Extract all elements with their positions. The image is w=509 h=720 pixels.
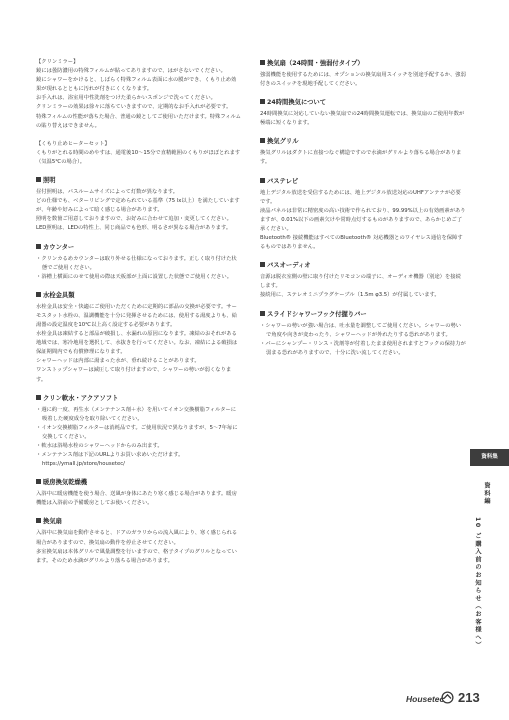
section-heading: カウンター bbox=[36, 242, 241, 253]
section-text: シャワーヘッドは内部に湯まった水が、垂れ続けることがあります。 bbox=[36, 358, 200, 365]
section-heading: クリン軟水・アクアソフト bbox=[36, 393, 241, 404]
section-bath-audio bbox=[260, 260, 466, 300]
square-bullet-icon bbox=[36, 395, 41, 400]
section-heading: 暖房換気乾燥機 bbox=[36, 477, 241, 488]
section-heater-dryer bbox=[36, 477, 241, 508]
right-column bbox=[260, 58, 466, 358]
section-text: ワンストップシャワーは減圧して取り付けますので、シャワーの勢いが弱くなります。 bbox=[36, 367, 232, 383]
section-heading: 換気扇 bbox=[36, 516, 241, 527]
cleaner-mirror-text: 鏡にシャワーをかけると、しばらく特殊フィルム表面に水の膜ができ、くもり止め効果が現れるとともに汚れが付きにくくなります。 bbox=[36, 77, 237, 93]
section-bath-tv bbox=[260, 176, 466, 253]
bullet-item: ・クリンカるめカウンターは取り外せる仕様になっております。正しく取り付けた状態でご使用ください。 bbox=[36, 255, 237, 271]
bullet-item: ・シャワーの勢いが強い場合は、吐水量を調整してご使用ください。シャワーの勢いで角度や向きが変わったり、シャワーヘッドが外れたりする恐れがあります。 bbox=[260, 322, 462, 338]
section-heading: 照明 bbox=[36, 175, 241, 186]
section-counter bbox=[36, 242, 241, 282]
cleaner-mirror-text: クリンミラーの効果は徐々に落ちていきますので、定期的なお手入れが必要です。 bbox=[36, 104, 232, 111]
square-bullet-icon bbox=[36, 518, 41, 523]
section-text: 24時間換気に対応していない換気扇での24時間換気運転では、換気扇のご使用年数が極端に短くなります。 bbox=[260, 111, 465, 127]
section-heading: 換気扇（24時間・強弱付タイプ） bbox=[260, 58, 466, 69]
cleaner-mirror-text: お手入れは、浴室用中性洗剤をつけた柔らかいスポンジで洗ってください。 bbox=[36, 95, 216, 102]
section-heading: バスオーディオ bbox=[260, 260, 466, 271]
section-heading: 水栓金具類 bbox=[36, 290, 241, 301]
square-bullet-icon bbox=[260, 311, 265, 316]
side-vertical-chapter: 10 ご購入前のお知らせ（お客様へ） bbox=[474, 517, 481, 650]
section-text: 照明を数箇ご用意しておりますので、お好みに合わせて追加・変更してください。 bbox=[36, 216, 232, 223]
section-text: Bluetooth® 接続機能はすべてのBluetooth® 対応機器とのワイヤレス通信を保障するものではありません。 bbox=[260, 235, 463, 251]
section-text: 入浴中に暖房機能を使う場合、送風が身体にあたり寒く感じる場合があります。暖房機能は入浴前の予備暖房としてお使いください。 bbox=[36, 491, 237, 507]
section-text: 昼付照明は、バスルームサイズによって灯数が異なります。 bbox=[36, 189, 179, 196]
side-tab-label: 資料集 bbox=[470, 449, 509, 466]
section-ventilation-fan bbox=[36, 516, 241, 565]
square-bullet-icon bbox=[36, 244, 41, 249]
brand-mark-icon bbox=[441, 691, 454, 704]
bullet-item: ・週に約一度、再生水（メンテナンス剤＋水）を用いてイオン交換樹脂フィルターに吸着した硬度成分を取り除いてください。 bbox=[36, 406, 237, 422]
bullet-item: ・イオン交換樹脂フィルターは消耗品です。ご使用状況で異なりますが、5～7年毎に交換してください。 bbox=[36, 424, 238, 440]
bullet-item: ・浴槽上横面にのせて使用の際は天板部が上面に設置した状態でご使用ください。 bbox=[36, 273, 233, 280]
square-bullet-icon bbox=[260, 60, 265, 65]
square-bullet-icon bbox=[260, 138, 265, 143]
section-heading: バステレビ bbox=[260, 176, 466, 187]
section-text: 音源は脱衣室側の壁に取り付けたリモコンの端子に、オーディオ機器（別途）を接続します。 bbox=[260, 274, 461, 290]
section-text: 接続用に、ステレオミニプラグケーブル（1.5m φ3.5）が付属しています。 bbox=[260, 292, 440, 299]
square-bullet-icon bbox=[260, 262, 265, 267]
page-number: 213 bbox=[458, 690, 480, 705]
section-text: 水栓金具は安全・快適にご使用いただくために定期的に部品の交換が必要です。サーモスタット水栓の、温調機能を十分に発揮させるためには、使用する湯度よりも、給湯器の設定温度を10℃以上高く設定する必要があります。 bbox=[36, 303, 238, 328]
section-soft-water bbox=[36, 393, 241, 470]
section-text: 液晶パネルは非常に精密度の高い技術で作られており、99.99%以上の有効画素がありますが、0.01%以下の画素欠けや常時点灯するものがありますので、あらかじめご了承ください。 bbox=[260, 207, 466, 232]
anti-fog-heater-text: くもりがとれる時間のめやすは、通電後10～15分で直精範囲のくもりがほぼとれます（気温5℃の場合）。 bbox=[36, 149, 241, 165]
section-faucets bbox=[36, 290, 241, 385]
bullet-item: ・バーにシャンプー・リンス・洗剤等が付着したまま使用されますとフックの保持力が弱まる恐れがありますので、十分に洗い流してください。 bbox=[260, 340, 466, 356]
section-text: LED照明は、LEDの特性上、同じ商品でも色形、明るさが異なる場合があります。 bbox=[36, 225, 232, 232]
anti-fog-heater-title: 【くもり止めヒーターセット】 bbox=[36, 140, 110, 147]
section-text: どの仕様でも、ベターリビングで定められている基準（75 lx以上）を満たしていますが、年齢や好みによって暗く感じる場合があります。 bbox=[36, 198, 240, 214]
bullet-item: ・軟水は浴場水栓のシャワーヘッドからのみ出ます。 bbox=[36, 443, 163, 449]
section-text: 地上デジタル放送を受信するためには、地上デジタル放送対応のUHFアンテナが必要です。 bbox=[260, 189, 461, 205]
section-text: 入浴中に換気扇を動作させると、ドアのガラリからの流入風により、寒く感じられる場合がありますので、換気扇の動作を停止させてください。 bbox=[36, 530, 238, 546]
section-text: 多室換気扇は本体グリルで風量調整を行いますので、格子タイプのグリルとなっています。そのため水滴がグリルより落ちる場合があります。 bbox=[36, 548, 237, 564]
section-slide-shower-bar bbox=[260, 309, 466, 358]
section-text: 強弱機能を使用するためには、オプションの換気扇用スイッチを別途手配するか、強弱付きのスイッチを現地手配してください。 bbox=[260, 72, 466, 88]
section-heading: スライドシャワーフック付握りバー bbox=[260, 309, 466, 320]
square-bullet-icon bbox=[36, 292, 41, 297]
square-bullet-icon bbox=[36, 479, 41, 484]
side-vertical-label: 資料編 bbox=[483, 482, 490, 506]
cleaner-mirror-title: 【クリンミラー】 bbox=[36, 59, 79, 65]
section-24h-ventilation bbox=[260, 97, 466, 128]
brand-logo: Housetec bbox=[406, 694, 445, 704]
section-lighting bbox=[36, 175, 241, 233]
square-bullet-icon bbox=[36, 177, 41, 182]
section-text: 換気グリルはダクトに直接つなぐ構造ですので水滴がグリルより落ちる場合があります。 bbox=[260, 150, 462, 166]
section-heading: 換気グリル bbox=[260, 136, 466, 147]
left-column bbox=[36, 58, 241, 566]
square-bullet-icon bbox=[260, 99, 265, 104]
section-heading: 24時間換気について bbox=[260, 97, 466, 108]
cleaner-mirror-text: 特殊フィルムの性能が落ちた場合、普通の鏡としてご使用いただけます。特殊フィルムの貼り替えはできません。 bbox=[36, 113, 241, 129]
square-bullet-icon bbox=[260, 178, 265, 183]
section-fan-24h-strong-weak bbox=[260, 58, 466, 89]
section-vent-grille bbox=[260, 136, 466, 167]
section-text: 水栓金具は凍結すると部品が破損し、水漏れの原因になります。凍結のおそれがある地域では、寒冷地用を選択して、水抜きを行ってください。なお、凍結による破損は保証期間内でも有償修理になります。 bbox=[36, 331, 238, 356]
bullet-item: ・メンテナンス剤は下記のURLよりお買い求めいただけます。 https://ymall.jp/store/housetec/ bbox=[36, 452, 184, 468]
cleaner-mirror-text: 鏡には曇防濃用の特殊フィルムが貼ってありますので、はがさないでください。 bbox=[36, 68, 226, 75]
